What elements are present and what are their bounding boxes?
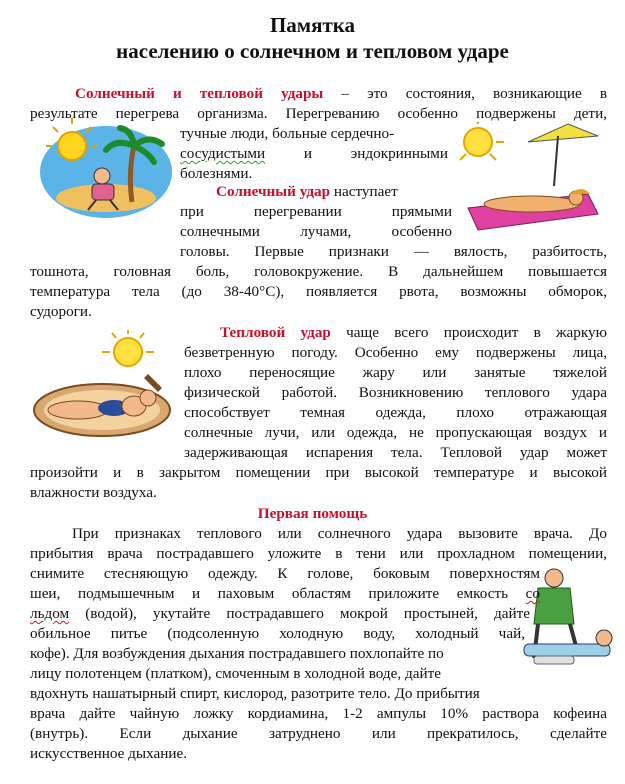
first-aid-line-5: льдом (водой), укутайте пострадавшего мокрой простыней, дайте (30, 605, 530, 622)
sunstroke-line-3: солнечными лучами, особенно (180, 223, 452, 240)
first-aid-line-9: вдохнуть нашатырный спирт, кислород, разотрите тело. До прибытия (30, 685, 480, 702)
first-aid-line-8: лицу полотенцем (платком), смоченным в холодной воде, дайте (30, 665, 441, 682)
beach-island-illustration (36, 112, 176, 220)
heatstroke-line-3: плохо переносящие жару или занятые тяжелой (184, 364, 607, 381)
sunstroke-line-2: при перегревании прямыми (180, 203, 452, 220)
first-aid-line-4: шеи, подмышечным и паховым областям приложите емкость со (30, 585, 540, 602)
first-aid-line-1: При признаках теплового или солнечного удара вызовите врача. До (72, 525, 607, 542)
sunstroke-line-6: температура тела (до 38-40°С), появляется рвота, возможны обморок, (30, 283, 607, 300)
heatstroke-line-8: произойти и в закрытом помещении при высокой температуре и высокой (30, 464, 607, 481)
first-aid-word-underlined-2: льдом (30, 605, 70, 622)
intro-highlight: Солнечный и тепловой удары (75, 85, 324, 102)
first-aid-line-2: прибытия врача пострадавшего уложите в тени или прохладном помещении, (30, 545, 607, 562)
sunbathing-illustration (458, 122, 608, 234)
first-aid-line-3: снимите стесняющую одежду. К голове, боковым поверхностям (30, 565, 540, 582)
heatstroke-line-1: Тепловой удар чаще всего происходит в жаркую (220, 324, 607, 341)
first-aid-line-6: обильное питье (подсоленную холодную воду, холодный чай, (30, 625, 525, 642)
heatstroke-highlight: Тепловой удар (220, 324, 331, 341)
sunstroke-highlight: Солнечный удар (216, 183, 331, 200)
heatstroke-line-2: безветренную погоду. Особенно ему подвержены лица, (184, 344, 607, 361)
page-subtitle: населению о солнечном и тепловом ударе (116, 39, 509, 63)
heatstroke-line-7: задерживающая испарения тела. Тепловой удар может (184, 444, 607, 461)
sunstroke-line-1: Солнечный удар наступает (216, 183, 398, 200)
page-title: Памятка (269, 13, 356, 37)
intro-line-4: сосудистыми и эндокринными (180, 145, 448, 162)
sunstroke-line-4: головы. Первые признаки — вялость, разбитость, (180, 243, 607, 260)
intro-line-3: тучные люди, больные сердечно- (180, 125, 395, 142)
intro-word-underlined: сосудистыми (180, 145, 266, 162)
first-aid-line-12: искусственное дыхание. (30, 745, 187, 762)
intro-line-1: Солнечный и тепловой удары – это состояния, возникающие в (75, 85, 607, 102)
intro-line-5: болезнями. (180, 165, 253, 182)
first-aid-heading: Первая помощь (257, 505, 368, 522)
heatstroke-line-9: влажности воздуха. (30, 484, 157, 501)
heatstroke-line-6: солнечные лучи, или одежда, не пропускающая воздух и (184, 424, 607, 441)
heatstroke-illustration (30, 330, 180, 440)
sunstroke-line-5: тошнота, головная боль, головокружение. В дальнейшем повышается (30, 263, 607, 280)
sunstroke-line-7: судороги. (30, 303, 92, 320)
heatstroke-line-4: физической работой. Возникновению теплового удара (184, 384, 607, 401)
first-aid-line-7: кофе). Для возбуждения дыхания пострадавшего похлопайте по (30, 645, 444, 662)
heatstroke-line-5: способствует темная одежда, плохо отражающая (184, 404, 607, 421)
intro-line-2: результате перегрева организма. Перегреванию особенно подвержены дети, (30, 105, 607, 122)
first-aid-line-10: врача дайте чайную ложку кордиамина, 1-2 ампулы 10% раствора кофеина (30, 705, 607, 722)
first-aid-line-11: (внутрь). Если дыхание затруднено или прекратилось, сделайте (30, 725, 607, 742)
first-aid-word-underlined: со (525, 585, 540, 602)
